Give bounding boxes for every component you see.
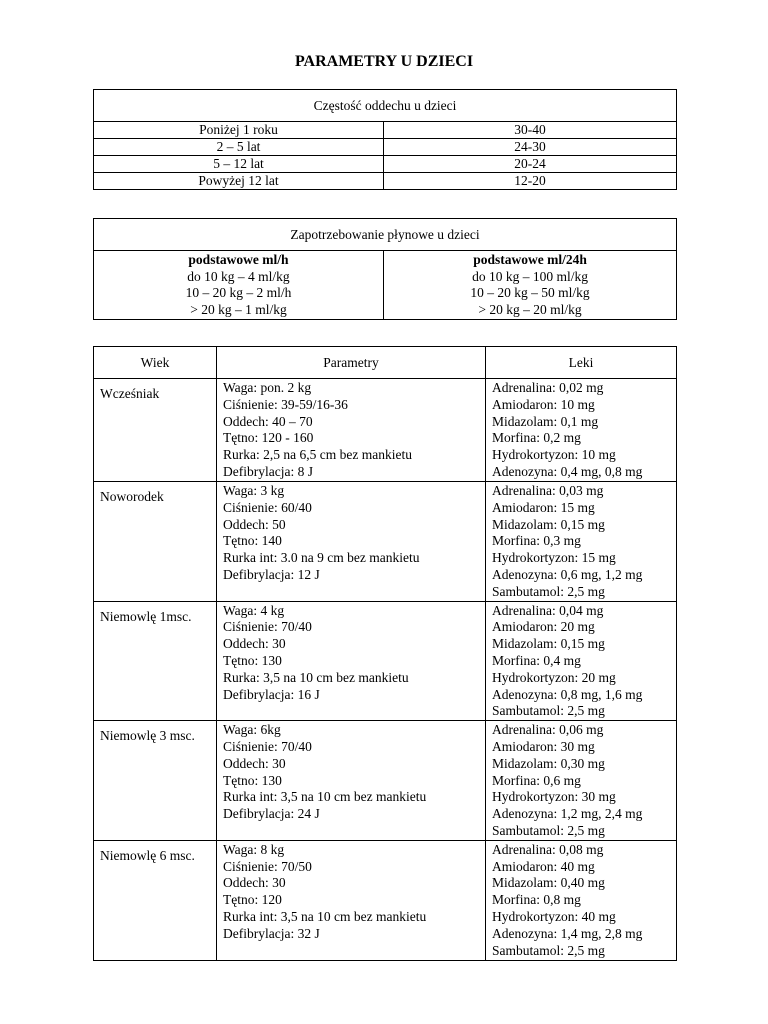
drug-line: Amiodaron: 15 mg <box>492 499 595 515</box>
table-row <box>94 122 677 139</box>
parameter-line: Ciśnienie: 60/40 <box>223 499 312 515</box>
age-parameters-table <box>93 346 677 961</box>
parameters-cell <box>217 721 486 841</box>
table-row <box>94 251 677 320</box>
fluids-daily-cell <box>384 251 677 320</box>
drug-line: Midazolam: 0,15 mg <box>492 516 605 532</box>
drug-line: Amiodaron: 30 mg <box>492 738 595 754</box>
respiration-table <box>93 89 677 190</box>
drug-line: Morfina: 0,3 mg <box>492 533 581 549</box>
fluids-daily-heading: podstawowe ml/24h <box>473 252 587 267</box>
age-cell: Wcześniak <box>94 379 217 482</box>
parameter-line: Waga: 8 kg <box>223 841 285 857</box>
drug-line: Amiodaron: 40 mg <box>492 858 595 874</box>
parameter-line: Defibrylacja: 32 J <box>223 925 320 941</box>
parameter-line: Oddech: 30 <box>223 636 286 652</box>
respiration-age: 2 – 5 lat <box>94 139 384 156</box>
parameters-cell <box>217 601 486 721</box>
page-title: PARAMETRY U DZIECI <box>294 53 474 70</box>
fluids-daily-line: 10 – 20 kg – 50 ml/kg <box>470 285 590 300</box>
fluids-hourly-cell <box>94 251 384 320</box>
drug-line: Hydrokortyzon: 15 mg <box>492 550 616 566</box>
drug-line: Hydrokortyzon: 20 mg <box>492 669 616 685</box>
fluids-daily-line: do 10 kg – 100 ml/kg <box>472 268 588 284</box>
table-row <box>94 156 677 173</box>
fluids-caption: Zapotrzebowanie płynowe u dzieci <box>94 219 677 251</box>
drug-line: Midazolam: 0,30 mg <box>492 755 605 771</box>
respiration-rate: 30-40 <box>384 122 677 139</box>
drug-line: Adrenalina: 0,06 mg <box>492 722 604 738</box>
drug-line: Sambutamol: 2,5 mg <box>492 942 605 958</box>
drug-line: Midazolam: 0,40 mg <box>492 875 605 891</box>
parameter-line: Tętno: 120 <box>223 892 282 908</box>
parameter-line: Waga: 6kg <box>223 722 281 738</box>
fluids-hourly-line: do 10 kg – 4 ml/kg <box>187 268 290 284</box>
parameter-line: Oddech: 30 <box>223 755 286 771</box>
parameters-cell <box>217 482 486 602</box>
age-cell: Noworodek <box>94 482 217 602</box>
fluids-hourly-heading: podstawowe ml/h <box>188 252 289 267</box>
drug-line: Morfina: 0,8 mg <box>492 892 581 908</box>
parameter-line: Ciśnienie: 70/40 <box>223 619 312 635</box>
respiration-rate: 24-30 <box>384 139 677 156</box>
drug-line: Adrenalina: 0,02 mg <box>492 380 604 395</box>
drugs-cell <box>486 601 677 721</box>
table-row <box>94 840 677 960</box>
column-header-drugs: Leki <box>486 347 677 379</box>
drug-line: Hydrokortyzon: 30 mg <box>492 789 616 805</box>
drugs-cell <box>486 721 677 841</box>
table-row <box>94 379 677 482</box>
drugs-cell <box>486 379 677 482</box>
parameter-line: Tętno: 130 <box>223 772 282 788</box>
drug-line: Sambutamol: 2,5 mg <box>492 822 605 838</box>
respiration-age: 5 – 12 lat <box>94 156 384 173</box>
parameters-cell <box>217 379 486 482</box>
parameter-line: Defibrylacja: 24 J <box>223 806 320 822</box>
parameter-line: Oddech: 40 – 70 <box>223 413 313 429</box>
table-row <box>94 721 677 841</box>
drug-line: Adrenalina: 0,03 mg <box>492 483 604 498</box>
drug-line: Hydrokortyzon: 10 mg <box>492 447 616 463</box>
column-header-age: Wiek <box>94 347 217 379</box>
parameter-line: Rurka int: 3,5 na 10 cm bez mankietu <box>223 908 427 924</box>
table-row <box>94 173 677 190</box>
parameter-line: Tętno: 130 <box>223 652 282 668</box>
fluids-table <box>93 218 677 320</box>
drug-line: Morfina: 0,2 mg <box>492 430 581 446</box>
column-header-parameters: Parametry <box>217 347 486 379</box>
fluids-daily-line: > 20 kg – 20 ml/kg <box>478 301 582 317</box>
parameter-line: Ciśnienie: 39-59/16-36 <box>223 396 348 412</box>
parameter-line: Oddech: 30 <box>223 875 286 891</box>
drug-line: Adenozyna: 1,4 mg, 2,8 mg <box>492 925 643 941</box>
drug-line: Amiodaron: 20 mg <box>492 619 595 635</box>
parameter-line: Tętno: 120 - 160 <box>223 430 314 446</box>
parameter-line: Waga: 4 kg <box>223 602 285 618</box>
fluids-hourly-line: > 20 kg – 1 ml/kg <box>190 301 287 317</box>
parameter-line: Defibrylacja: 16 J <box>223 686 320 702</box>
table-row <box>94 482 677 602</box>
respiration-age: Poniżej 1 roku <box>94 122 384 139</box>
age-cell: Niemowlę 1msc. <box>94 601 217 721</box>
parameter-line: Ciśnienie: 70/50 <box>223 858 312 874</box>
drugs-cell <box>486 482 677 602</box>
drug-line: Hydrokortyzon: 40 mg <box>492 908 616 924</box>
respiration-rate: 20-24 <box>384 156 677 173</box>
drug-line: Adenozyna: 1,2 mg, 2,4 mg <box>492 806 643 822</box>
drug-line: Adrenalina: 0,04 mg <box>492 602 604 618</box>
fluids-hourly-line: 10 – 20 kg – 2 ml/h <box>185 285 292 300</box>
drug-line: Morfina: 0,6 mg <box>492 772 581 788</box>
drug-line: Adenozyna: 0,6 mg, 1,2 mg <box>492 566 643 582</box>
respiration-rate: 12-20 <box>384 173 677 190</box>
table-row <box>94 139 677 156</box>
parameter-line: Defibrylacja: 12 J <box>223 566 320 582</box>
drug-line: Adrenalina: 0,08 mg <box>492 841 604 857</box>
age-cell: Niemowlę 6 msc. <box>94 840 217 960</box>
parameter-line: Waga: 3 kg <box>223 483 285 498</box>
table-row <box>94 601 677 721</box>
respiration-caption: Częstość oddechu u dzieci <box>94 90 677 122</box>
table-header-row <box>94 347 677 379</box>
age-cell: Niemowlę 3 msc. <box>94 721 217 841</box>
drug-line: Sambutamol: 2,5 mg <box>492 583 605 599</box>
parameter-line: Ciśnienie: 70/40 <box>223 738 312 754</box>
drug-line: Adenozyna: 0,8 mg, 1,6 mg <box>492 686 643 702</box>
parameter-line: Defibrylacja: 8 J <box>223 463 313 479</box>
drug-line: Amiodaron: 10 mg <box>492 396 595 412</box>
drug-line: Midazolam: 0,1 mg <box>492 413 599 429</box>
parameter-line: Rurka: 3,5 na 10 cm bez mankietu <box>223 669 409 685</box>
parameter-line: Tętno: 140 <box>223 533 282 549</box>
parameter-line: Rurka: 2,5 na 6,5 cm bez mankietu <box>223 447 412 463</box>
parameter-line: Rurka int: 3.0 na 9 cm bez mankietu <box>223 550 420 566</box>
drug-line: Morfina: 0,4 mg <box>492 652 581 668</box>
drug-line: Adenozyna: 0,4 mg, 0,8 mg <box>492 463 643 479</box>
drugs-cell <box>486 840 677 960</box>
drug-line: Midazolam: 0,15 mg <box>492 636 605 652</box>
parameter-line: Oddech: 50 <box>223 516 286 532</box>
parameter-line: Rurka int: 3,5 na 10 cm bez mankietu <box>223 789 427 805</box>
parameters-cell <box>217 840 486 960</box>
drug-line: Sambutamol: 2,5 mg <box>492 703 605 719</box>
respiration-age: Powyżej 12 lat <box>94 173 384 190</box>
parameter-line: Waga: pon. 2 kg <box>223 380 312 395</box>
